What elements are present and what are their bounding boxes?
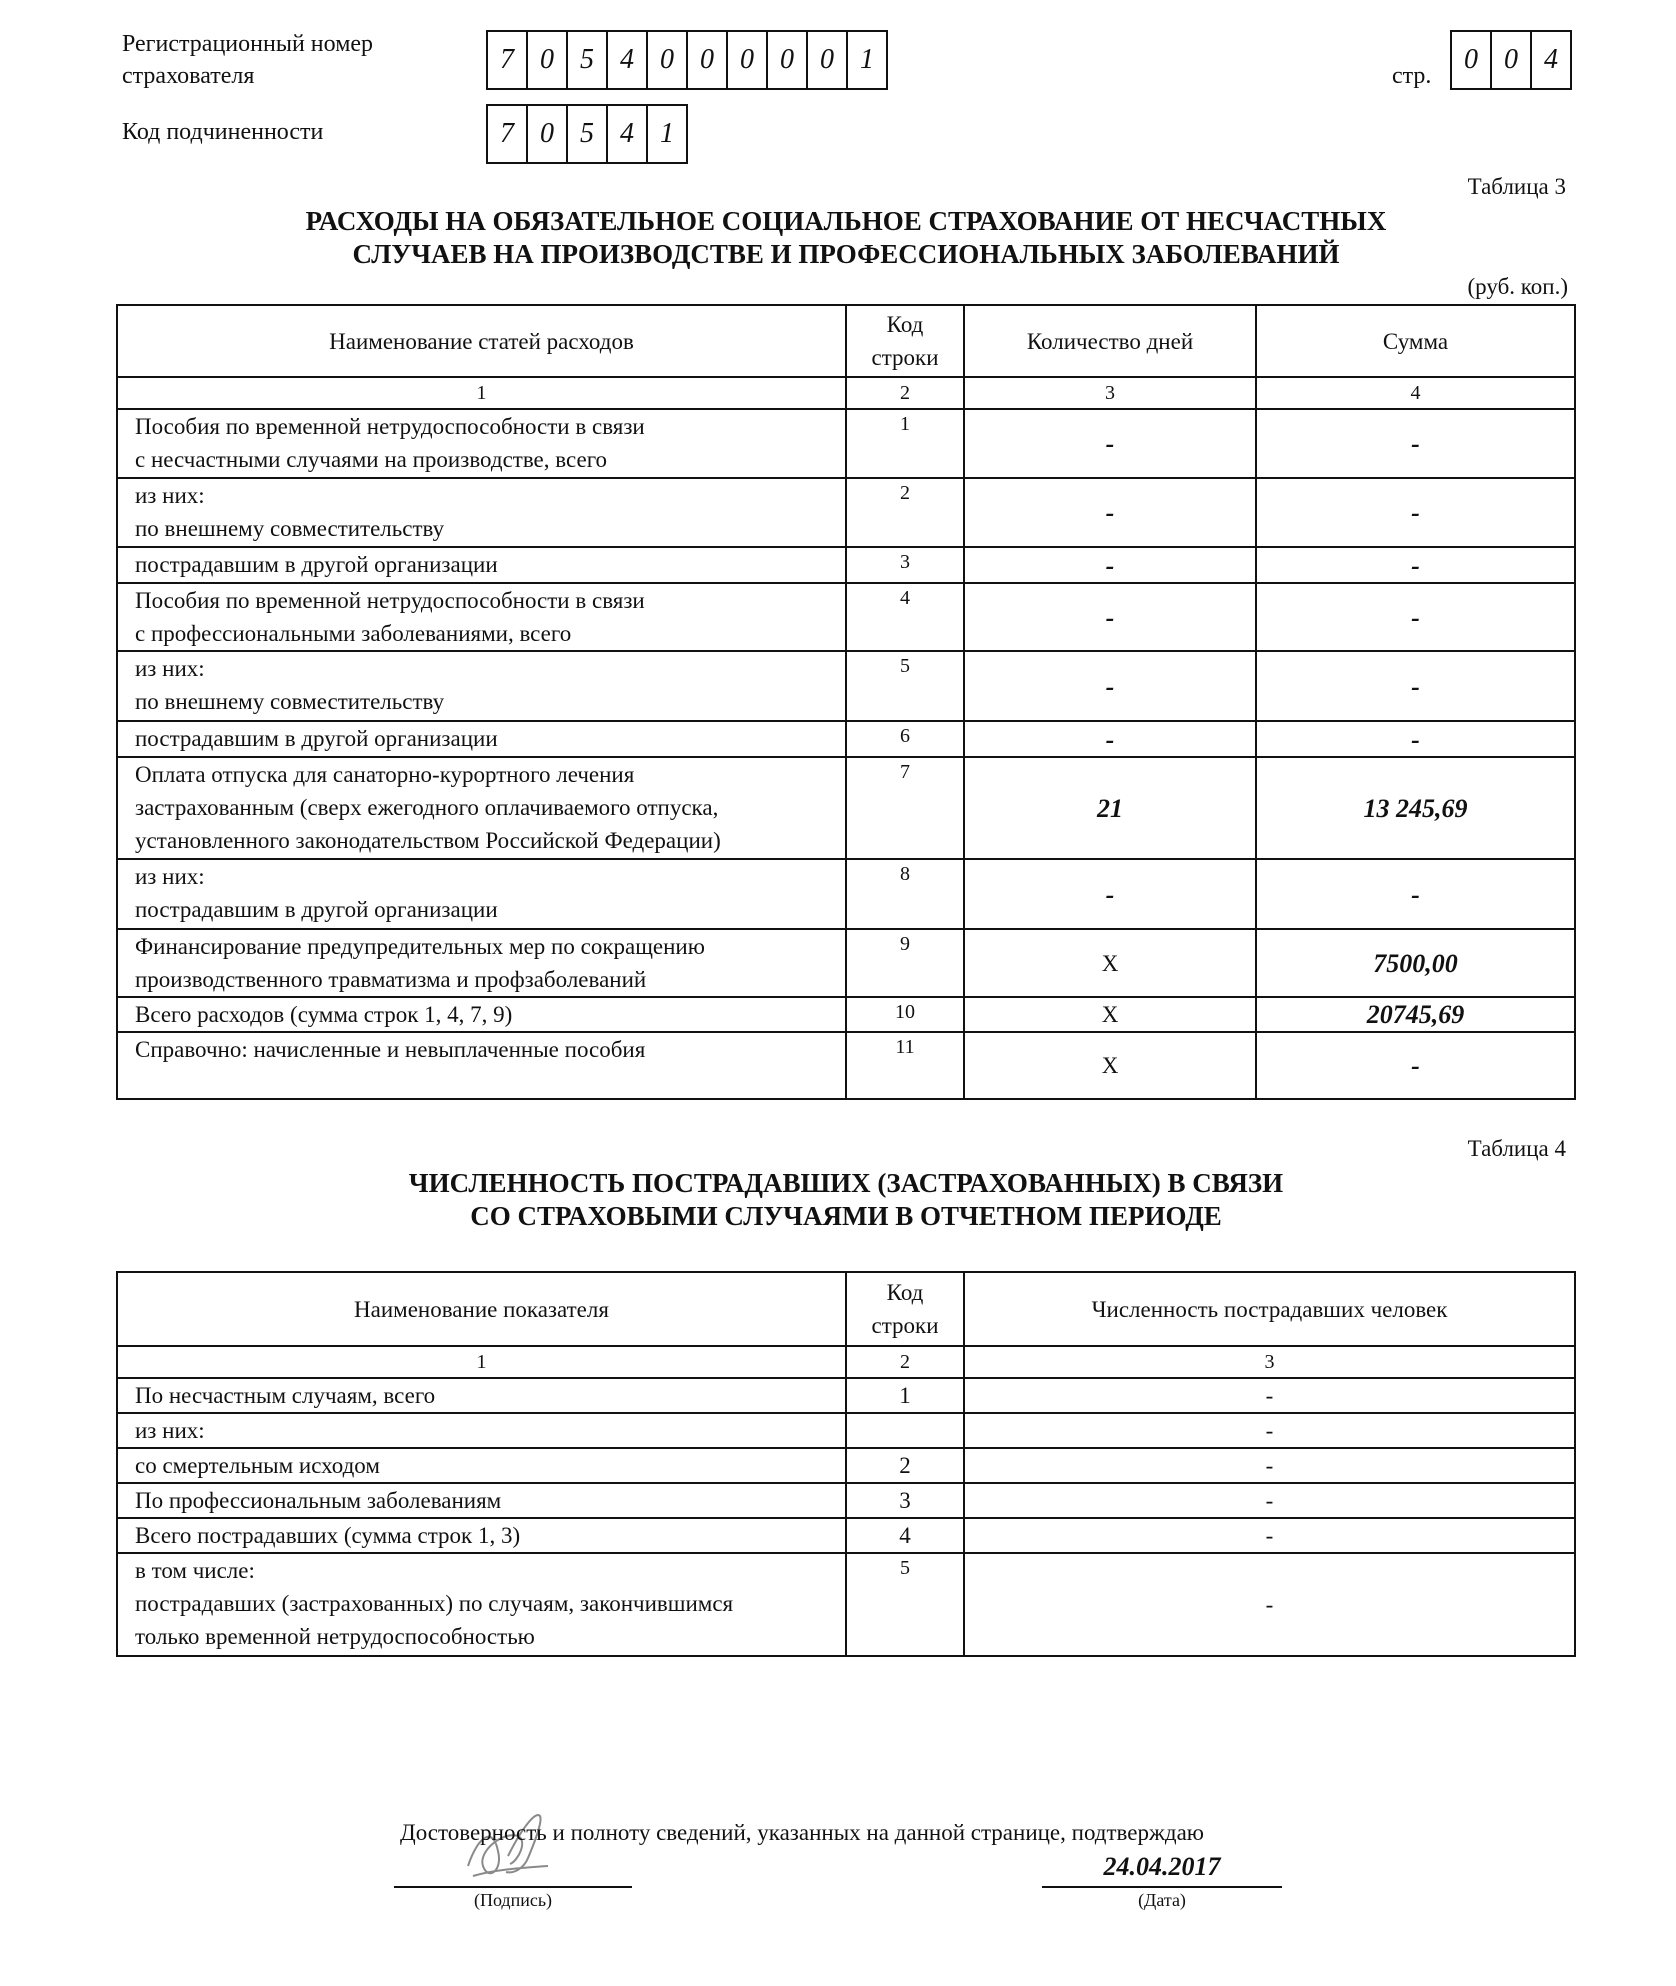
table3-row <box>117 757 1575 859</box>
row-count: - <box>964 1378 1575 1413</box>
row-code: 10 <box>846 997 964 1032</box>
sub-digit: 7 <box>488 106 528 162</box>
row-days: - <box>964 859 1256 929</box>
row-name: Всего расходов (сумма строк 1, 4, 7, 9) <box>117 997 846 1032</box>
reg-digit: 0 <box>528 32 568 88</box>
row-name: со смертельным исходом <box>117 1448 846 1483</box>
row-code: 3 <box>846 547 964 583</box>
table3-header-sum: Сумма <box>1256 305 1575 377</box>
table3-row <box>117 859 1575 929</box>
table3-row <box>117 583 1575 651</box>
row-days: - <box>964 409 1256 478</box>
signature-caption: (Подпись) <box>473 1890 553 1910</box>
row-code: 3 <box>846 1483 964 1518</box>
row-sum: - <box>1256 409 1575 478</box>
table4-header-row <box>117 1272 1575 1346</box>
subordination-label: Код подчиненности <box>122 119 324 145</box>
table4-colnum: 3 <box>964 1346 1575 1378</box>
table4-row <box>117 1448 1575 1483</box>
table3-colnum: 1 <box>117 377 846 409</box>
row-name: Пособия по временной нетрудоспособности в связи с профессиональными заболеваниями, всего <box>117 583 846 651</box>
table4-row <box>117 1553 1575 1656</box>
reg-digit: 4 <box>608 32 648 88</box>
row-count: - <box>964 1448 1575 1483</box>
row-code: 4 <box>846 1518 964 1553</box>
sub-digit: 0 <box>528 106 568 162</box>
table3-colnum: 2 <box>846 377 964 409</box>
table3-row <box>117 478 1575 547</box>
row-code: 6 <box>846 721 964 757</box>
row-sum: 20745,69 <box>1256 997 1575 1032</box>
row-name: Финансирование предупредительных мер по сокращению производственного травматизма и профзаболеваний <box>117 929 846 997</box>
reg-digit: 0 <box>648 32 688 88</box>
row-code: 5 <box>846 1553 964 1656</box>
date-line <box>1042 1886 1282 1888</box>
row-days: - <box>964 721 1256 757</box>
row-code: 2 <box>846 1448 964 1483</box>
row-count: - <box>964 1413 1575 1448</box>
row-days: - <box>964 478 1256 547</box>
sub-digit: 5 <box>568 106 608 162</box>
row-days: - <box>964 547 1256 583</box>
table4-row <box>117 1413 1575 1448</box>
row-count: - <box>964 1518 1575 1553</box>
date-caption: (Дата) <box>1138 1890 1186 1910</box>
row-name: из них: <box>117 1413 846 1448</box>
row-name: Оплата отпуска для санаторно-курортного лечения застрахованным (сверх ежегодного оплачиваемого отпуска, установленного законодательством Российской Федерации) <box>117 757 846 859</box>
row-code: 1 <box>846 409 964 478</box>
table3-header-name: Наименование статей расходов <box>117 305 846 377</box>
row-days: - <box>964 651 1256 721</box>
table4-title: ЧИСЛЕННОСТЬ ПОСТРАДАВШИХ (ЗАСТРАХОВАННЫХ) В СВЯЗИ СО СТРАХОВЫМИ СЛУЧАЯМИ В ОТЧЕТНОМ ПЕРИОДЕ <box>408 1168 1284 1231</box>
row-name: Справочно: начисленные и невыплаченные пособия <box>117 1032 846 1099</box>
reg-digit: 5 <box>568 32 608 88</box>
table4-row <box>117 1378 1575 1413</box>
row-name: пострадавшим в другой организации <box>117 721 846 757</box>
signature-line <box>394 1886 632 1888</box>
table3-title: РАСХОДЫ НА ОБЯЗАТЕЛЬНОЕ СОЦИАЛЬНОЕ СТРАХОВАНИЕ ОТ НЕСЧАСТНЫХ СЛУЧАЕВ НА ПРОИЗВОДСТВЕ И ПРОФЕССИОНАЛЬНЫХ ЗАБОЛЕВАНИЙ <box>305 206 1387 269</box>
reg-digit: 1 <box>860 44 874 75</box>
table4 <box>116 1271 1576 1657</box>
table4-row <box>117 1483 1575 1518</box>
sub-digit: 1 <box>660 118 674 149</box>
row-name: Пособия по временной нетрудоспособности в связи с несчастными случаями на производстве, всего <box>117 409 846 478</box>
reg-digit: 7 <box>488 32 528 88</box>
row-sum: - <box>1256 859 1575 929</box>
table3-tag: Таблица 3 <box>1467 174 1566 199</box>
row-sum: - <box>1256 1032 1575 1099</box>
confirmation-text: Достоверность и полноту сведений, указанных на данной странице, подтверждаю <box>400 1820 1204 1845</box>
row-count: - <box>964 1553 1575 1656</box>
row-sum: 7500,00 <box>1256 929 1575 997</box>
row-name: пострадавшим в другой организации <box>117 547 846 583</box>
row-name: в том числе: пострадавших (застрахованных) по случаям, закончившимся только временной нетрудоспособностью <box>117 1553 846 1656</box>
page-label: стр. <box>1392 63 1432 89</box>
row-name: из них: по внешнему совместительству <box>117 478 846 547</box>
table3-header-row <box>117 305 1575 377</box>
table3-row <box>117 997 1575 1032</box>
table3-row <box>117 721 1575 757</box>
row-sum: - <box>1256 651 1575 721</box>
table3-colnum: 3 <box>964 377 1256 409</box>
table3-row <box>117 547 1575 583</box>
table4-colnum: 1 <box>117 1346 846 1378</box>
table3-unit: (руб. коп.) <box>1467 274 1568 299</box>
reg-digit: 0 <box>768 32 808 88</box>
table3-row <box>117 1032 1575 1099</box>
sub-digit: 4 <box>608 106 648 162</box>
page-digit: 0 <box>1492 32 1532 88</box>
table3-row <box>117 929 1575 997</box>
row-days: - <box>964 583 1256 651</box>
row-sum: 13 245,69 <box>1256 757 1575 859</box>
reg-digit: 0 <box>808 32 848 88</box>
table4-colnum: 2 <box>846 1346 964 1378</box>
table3-row <box>117 409 1575 478</box>
row-name: из них: пострадавшим в другой организации <box>117 859 846 929</box>
table3-colnum-row <box>117 377 1575 409</box>
row-name: По несчастным случаям, всего <box>117 1378 846 1413</box>
row-name: из них: по внешнему совместительству <box>117 651 846 721</box>
table3-row <box>117 651 1575 721</box>
reg-digit: 0 <box>728 32 768 88</box>
page-digit: 0 <box>1452 32 1492 88</box>
row-code: 8 <box>846 859 964 929</box>
reg-number-boxes <box>486 30 888 90</box>
table4-header-count: Численность пострадавших человек <box>964 1272 1575 1346</box>
row-sum: - <box>1256 547 1575 583</box>
row-name: Всего пострадавших (сумма строк 1, 3) <box>117 1518 846 1553</box>
row-days: X <box>964 1032 1256 1099</box>
row-count: - <box>964 1483 1575 1518</box>
row-sum: - <box>1256 721 1575 757</box>
subordination-boxes <box>486 104 688 164</box>
page-number-boxes <box>1450 30 1572 90</box>
date-value: 24.04.2017 <box>1103 1852 1221 1881</box>
row-sum: - <box>1256 583 1575 651</box>
reg-digit: 0 <box>688 32 728 88</box>
table4-header-code: Код строки <box>846 1272 964 1346</box>
row-code: 1 <box>846 1378 964 1413</box>
table4-header-name: Наименование показателя <box>117 1272 846 1346</box>
table3-header-code: Код строки <box>846 305 964 377</box>
row-code: 9 <box>846 929 964 997</box>
row-days: 21 <box>964 757 1256 859</box>
table3 <box>116 304 1576 1100</box>
reg-number-label: Регистрационный номер страхователя <box>122 31 374 89</box>
row-days: X <box>964 929 1256 997</box>
row-code: 4 <box>846 583 964 651</box>
row-name: По профессиональным заболеваниям <box>117 1483 846 1518</box>
row-code: 2 <box>846 478 964 547</box>
table4-tag: Таблица 4 <box>1467 1136 1566 1161</box>
row-code: 7 <box>846 757 964 859</box>
row-code: 11 <box>846 1032 964 1099</box>
row-sum: - <box>1256 478 1575 547</box>
row-code: 5 <box>846 651 964 721</box>
page-digit: 4 <box>1544 44 1558 75</box>
table3-colnum: 4 <box>1256 377 1575 409</box>
table3-header-days: Количество дней <box>964 305 1256 377</box>
row-days: X <box>964 997 1256 1032</box>
row-code <box>846 1413 964 1448</box>
table4-row <box>117 1518 1575 1553</box>
table4-colnum-row <box>117 1346 1575 1378</box>
